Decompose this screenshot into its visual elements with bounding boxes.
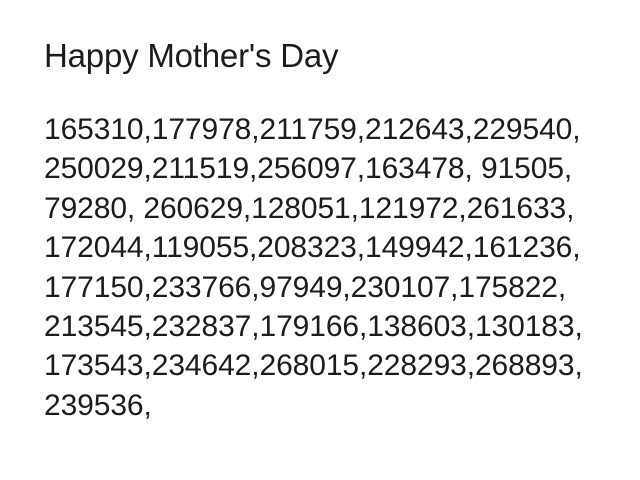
note-title: Happy Mother's Day <box>44 37 339 74</box>
note-line: 172044,119055,208323,149942,161236, <box>44 231 581 265</box>
note-line: 213545,232837,179166,138603,130183, <box>44 310 583 344</box>
note-line: 173543,234642,268015,228293,268893, <box>44 349 583 383</box>
note-line: 239536, <box>44 388 152 422</box>
note-line: 165310,177978,211759,212643,229540, <box>44 113 581 146</box>
note-body[interactable] <box>44 110 634 425</box>
note-line: 250029,211519,256097,163478, 91505, <box>44 152 573 186</box>
note-line: 177150,233766,97949,230107,175822, <box>44 270 567 304</box>
note-line: 79280, 260629,128051,121972,261633, <box>44 191 575 225</box>
